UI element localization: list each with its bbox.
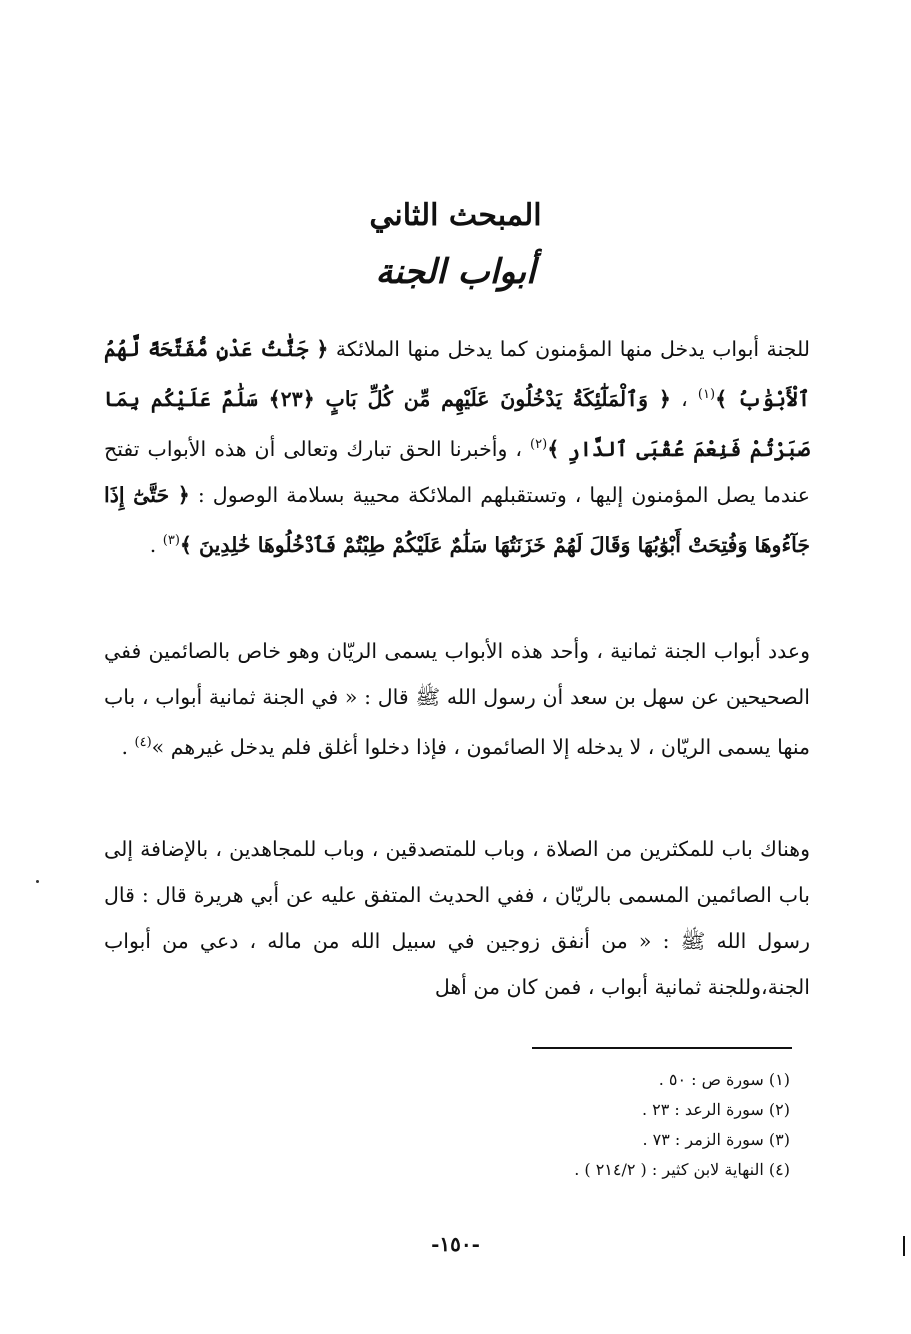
footnote-divider (532, 1047, 792, 1049)
scan-edge-mark (903, 1236, 905, 1256)
footnote-ref: (٢) (530, 436, 548, 452)
body-text-run: . (149, 532, 163, 557)
body-text-run: وهناك باب للمكثرين من الصلاة ، وباب للمتصدقين ، وباب للمجاهدين ، بالإضافة إلى باب الصائمين المسمى بالريّان ، ففي الحديث المتفق عليه عن أبي هريرة قال : قال رسول الله ﷺ : « من أنفق زوجين في سبيل الله من ماله ، دعي من أبواب الجنة،وللجنة ثمانية أبواب ، فمن كان من أهل (104, 837, 810, 999)
page-number: -١٥٠- (431, 1232, 480, 1256)
section-heading: المبحث الثاني (369, 198, 542, 233)
quran-verse: ﴿ جَنَّٰتُ عَدْنٍ مُّفَتَّحَةً لَّهُمُ ٱلْأَبْوَٰبُ ﴾ (104, 337, 810, 411)
footnote: (٤) النهاية لابن كثير : ( ٢١٤/٢ ) . (574, 1160, 790, 1179)
paragraph (104, 628, 810, 770)
body-text-run: ، وأخبرنا الحق تبارك وتعالى أن هذه الأبواب تفتح عندما يصل المؤمنون إليها ، وتستقبلهم الملائكة محيية بسلامة الوصول : (104, 436, 810, 507)
quran-verse: ﴿ وَٱلْمَلَٰٓئِكَةُ يَدْخُلُونَ عَلَيْهِم مِّن كُلِّ بَابٍ ﴿٢٣﴾ سَلَٰمٌ عَلَيْكُم بِمَا صَبَرْتُمْ فَنِعْمَ عُقْبَى ٱلدَّارِ ﴾ (104, 386, 810, 461)
footnote: (١) سورة ص : ٥٠ . (658, 1070, 790, 1089)
footnote-ref: (٤) (134, 735, 152, 750)
footnote-ref: (١) (697, 387, 716, 402)
body-text-run: للجنة أبواب يدخل منها المؤمنون كما يدخل منها الملائكة (328, 337, 810, 361)
footnote: (٣) سورة الزمر : ٧٣ . (642, 1130, 790, 1149)
chapter-title: أبواب الجنة (375, 252, 536, 292)
body-text-run: . (121, 734, 135, 759)
footnote: (٢) سورة الرعد : ٢٣ . (641, 1100, 790, 1119)
footnotes-list (420, 1065, 790, 1185)
body-text-run: ، (670, 386, 698, 411)
scan-speck (36, 880, 39, 883)
paragraph (104, 326, 810, 567)
paragraph (104, 826, 810, 1010)
body-text-run: وعدد أبواب الجنة ثمانية ، وأحد هذه الأبواب يسمى الريّان وهو خاص بالصائمين ففي الصحيحين عن سهل بن سعد أن رسول الله ﷺ قال : « في الجنة ثمانية أبواب ، باب منها يسمى الريّان ، لا يدخله إلا الصائمون ، فإذا دخلوا أغلق فلم يدخل غيرهم » (104, 639, 810, 759)
quran-verse: ﴿ حَتَّىٰٓ إِذَا جَآءُوهَا وَفُتِحَتْ أَبْوَٰبُهَا وَقَالَ لَهُمْ خَزَنَتُهَا سَلَٰمٌ عَلَيْكُمْ طِبْتُمْ فَٱدْخُلُوهَا خَٰلِدِينَ ﴾ (104, 482, 810, 557)
footnote-ref: (٣) (162, 532, 180, 548)
